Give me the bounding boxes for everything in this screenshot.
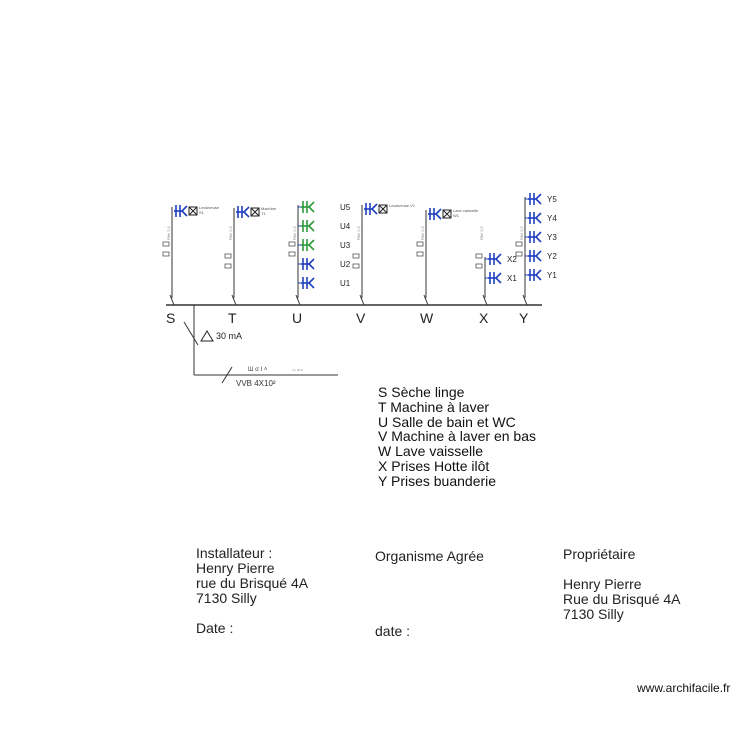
fuse-mark-w bbox=[417, 242, 423, 256]
appliance-t-icon bbox=[236, 206, 249, 218]
socket-u1-icon-stroke bbox=[309, 278, 314, 283]
socket-y1-icon-stroke bbox=[536, 275, 541, 280]
socket-y4-icon bbox=[528, 212, 541, 224]
appliance-sub-s: S1 bbox=[199, 210, 204, 215]
fuse-mark-x-mark bbox=[476, 264, 482, 268]
legend-item: U Salle de bain et WC bbox=[378, 413, 516, 430]
owner-line: Henry Pierre bbox=[563, 576, 642, 592]
socket-x1-icon-stroke bbox=[496, 278, 501, 283]
socket-x1-icon-stroke bbox=[496, 273, 501, 278]
supply-symbols: Ш σ I ˄ bbox=[248, 367, 268, 373]
circuit-letter-t: T bbox=[228, 310, 237, 326]
installer-line: rue du Brisqué 4A bbox=[196, 575, 309, 591]
fuse-mark-s-mark bbox=[163, 242, 169, 246]
appliance-box-v-icon bbox=[379, 205, 387, 213]
fuse-mark-s bbox=[163, 242, 169, 256]
socket-u4-icon bbox=[301, 220, 314, 232]
socket-u2-icon-stroke bbox=[309, 264, 314, 269]
differential-branch bbox=[184, 322, 198, 345]
circuit-letter-u: U bbox=[292, 310, 303, 326]
socket-y3-icon bbox=[528, 231, 541, 243]
appliance-sub-w: W1 bbox=[453, 213, 459, 218]
socket-y2-icon-stroke bbox=[536, 251, 541, 256]
appliance-s-icon-stroke bbox=[182, 211, 187, 216]
appliance-box-s-icon bbox=[189, 207, 197, 215]
socket-y3-icon-stroke bbox=[536, 237, 541, 242]
cable-code-w: Rfel 2,5 bbox=[420, 226, 425, 240]
appliance-w-icon-stroke bbox=[436, 214, 441, 219]
point-label-u3: U3 bbox=[340, 241, 351, 250]
point-label-y2: Y2 bbox=[547, 252, 557, 261]
fuse-mark-v bbox=[353, 254, 359, 268]
legend-item: V Machine à laver en bas bbox=[378, 428, 536, 445]
appliance-sub-t: T1 bbox=[261, 211, 266, 216]
socket-u3-icon bbox=[301, 239, 314, 251]
fuse-mark-w-mark bbox=[417, 252, 423, 256]
socket-x2-icon-stroke bbox=[496, 259, 501, 264]
owner-block bbox=[563, 547, 681, 622]
socket-y5-icon-stroke bbox=[536, 199, 541, 204]
socket-y4-icon-stroke bbox=[536, 218, 541, 223]
appliance-s-icon bbox=[174, 205, 187, 217]
appliance-v-icon-stroke bbox=[372, 204, 377, 209]
circuit-legend bbox=[378, 385, 536, 489]
circuit-letter-w: W bbox=[420, 310, 434, 326]
point-label-u1: U1 bbox=[340, 279, 351, 288]
socket-x1-icon bbox=[488, 272, 501, 284]
point-label-y4: Y4 bbox=[547, 214, 557, 223]
point-label-y5: Y5 bbox=[547, 195, 557, 204]
differential-label: 30 mA bbox=[216, 331, 243, 341]
installer-block bbox=[196, 546, 308, 636]
appliance-box-t-icon bbox=[251, 208, 259, 216]
fuse-mark-x bbox=[476, 254, 482, 268]
legend-item: Y Prises buanderie bbox=[378, 472, 497, 489]
appliance-desc-s: Lessiveuse bbox=[199, 205, 220, 210]
legend-item: W Lave vaisselle bbox=[378, 443, 484, 460]
fuse-mark-s-mark bbox=[163, 252, 169, 256]
socket-u3-icon-stroke bbox=[309, 245, 314, 250]
point-label-y3: Y3 bbox=[547, 233, 557, 242]
circuit-letter-v: V bbox=[356, 310, 366, 326]
appliance-t-icon-stroke bbox=[244, 207, 249, 212]
appliance-w-icon-stroke bbox=[436, 209, 441, 214]
fuse-mark-t-mark bbox=[225, 264, 231, 268]
socket-u5-icon bbox=[301, 201, 314, 213]
cable-code-t: Rfel 2,5 bbox=[228, 226, 233, 240]
socket-u2-icon bbox=[301, 258, 314, 270]
socket-x2-icon-stroke bbox=[496, 254, 501, 259]
installer-line: 7130 Silly bbox=[196, 590, 257, 606]
appliance-desc-t: Machine bbox=[261, 206, 277, 211]
point-label-x1: X1 bbox=[507, 274, 517, 283]
installer-date-label: Date : bbox=[196, 620, 234, 636]
appliance-t-icon-stroke bbox=[244, 212, 249, 217]
socket-x2-icon bbox=[488, 253, 501, 265]
fuse-mark-u-mark bbox=[289, 252, 295, 256]
appliance-desc-w: Lave vaisselle bbox=[453, 208, 479, 213]
organisme-title: Organisme Agrée bbox=[375, 548, 484, 564]
fuse-mark-y-mark bbox=[516, 252, 522, 256]
socket-u4-icon-stroke bbox=[309, 226, 314, 231]
appliance-desc-v: Lessiveuse V1 bbox=[389, 203, 416, 208]
socket-u5-icon-stroke bbox=[309, 207, 314, 212]
fuse-mark-y-mark bbox=[516, 242, 522, 246]
appliance-v-icon bbox=[364, 203, 377, 215]
circuit-letter-y: Y bbox=[519, 310, 529, 326]
socket-u2-icon-stroke bbox=[309, 259, 314, 264]
cable-code-y: Rfel 2,5 bbox=[519, 226, 524, 240]
point-label-y1: Y1 bbox=[547, 271, 557, 280]
socket-y5-icon-stroke bbox=[536, 194, 541, 199]
installer-line: Installateur : bbox=[196, 545, 273, 561]
circuit-letter-s: S bbox=[166, 310, 176, 326]
legend-item: S Sèche linge bbox=[378, 384, 465, 400]
fuse-mark-t-mark bbox=[225, 254, 231, 258]
owner-line: 7130 Silly bbox=[563, 606, 624, 622]
owner-line: Rue du Brisqué 4A bbox=[563, 591, 681, 607]
socket-y4-icon-stroke bbox=[536, 213, 541, 218]
socket-u1-icon bbox=[301, 277, 314, 289]
appliance-box-v-icon-cross bbox=[379, 205, 387, 213]
fuse-mark-u-mark bbox=[289, 242, 295, 246]
socket-u3-icon-stroke bbox=[309, 240, 314, 245]
appliance-s-icon-stroke bbox=[182, 206, 187, 211]
fuse-mark-x-mark bbox=[476, 254, 482, 258]
point-label-x2: X2 bbox=[507, 255, 517, 264]
appliance-box-s-icon-cross bbox=[189, 207, 197, 215]
appliance-box-t-icon-cross bbox=[251, 208, 259, 216]
cable-code-s: Rfel 2,5 bbox=[166, 226, 171, 240]
cable-code-u: Rfel 2,5 bbox=[292, 226, 297, 240]
appliance-box-w-icon-cross bbox=[443, 210, 451, 218]
appliance-v-icon-stroke bbox=[372, 209, 377, 214]
installer-line: Henry Pierre bbox=[196, 560, 275, 576]
owner-line: Propriétaire bbox=[563, 546, 636, 562]
circuit-letter-x: X bbox=[479, 310, 489, 326]
socket-u4-icon-stroke bbox=[309, 221, 314, 226]
cable-code-x: Rfel 2,5 bbox=[479, 226, 484, 240]
supply-cable-label: VVB 4X10² bbox=[236, 379, 276, 388]
point-label-u4: U4 bbox=[340, 222, 351, 231]
legend-item: X Prises Hotte ilôt bbox=[378, 457, 490, 474]
socket-u1-icon-stroke bbox=[309, 283, 314, 288]
socket-y2-icon-stroke bbox=[536, 256, 541, 261]
legend-item: T Machine à laver bbox=[378, 398, 490, 415]
owner-line bbox=[563, 562, 681, 577]
appliance-box-w-icon bbox=[443, 210, 451, 218]
fuse-mark-u bbox=[289, 242, 295, 256]
fuse-mark-w-mark bbox=[417, 242, 423, 246]
socket-y3-icon-stroke bbox=[536, 232, 541, 237]
cable-code-v: Rfel 2,5 bbox=[356, 226, 361, 240]
organisme-date-label: date : bbox=[375, 623, 411, 639]
fuse-mark-y bbox=[516, 242, 522, 256]
socket-u5-icon-stroke bbox=[309, 202, 314, 207]
footer-website: www.archifacile.fr bbox=[637, 681, 731, 695]
socket-y1-icon bbox=[528, 269, 541, 281]
point-label-u5: U5 bbox=[340, 203, 351, 212]
point-label-u2: U2 bbox=[340, 260, 351, 269]
appliance-w-icon bbox=[428, 208, 441, 220]
installer-line bbox=[196, 606, 308, 621]
supply-small-label: 4 x 40 A bbox=[292, 368, 303, 372]
fuse-mark-v-mark bbox=[353, 254, 359, 258]
fuse-mark-t bbox=[225, 254, 231, 268]
differential-triangle-icon bbox=[201, 331, 213, 341]
socket-y1-icon-stroke bbox=[536, 270, 541, 275]
socket-y5-icon bbox=[528, 193, 541, 205]
socket-y2-icon bbox=[528, 250, 541, 262]
fuse-mark-v-mark bbox=[353, 264, 359, 268]
